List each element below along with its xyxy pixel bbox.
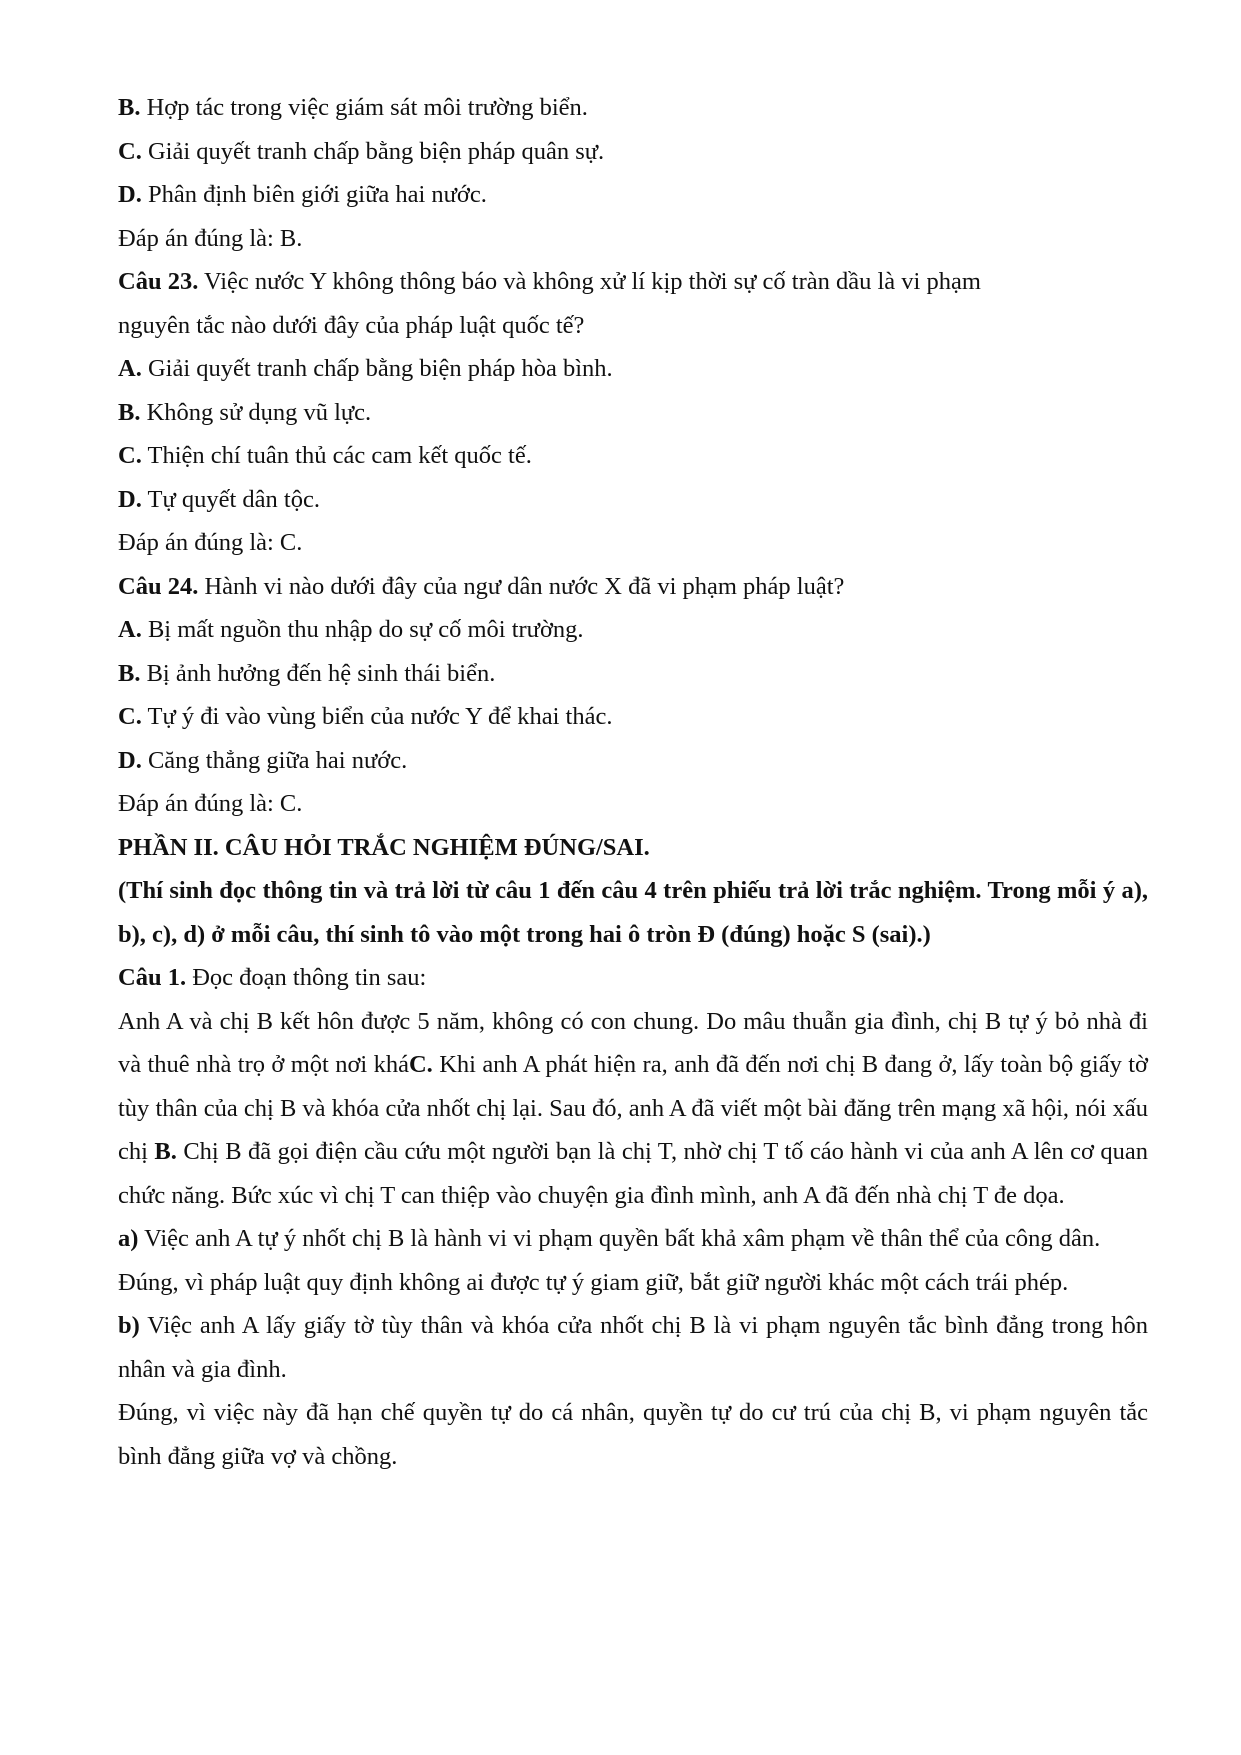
document-page (118, 86, 1148, 1478)
option-label: D. (118, 485, 142, 513)
passage-text: Khi anh A phát hiện ra, anh đã đến nơi chị B đang ở, lấy toàn bộ giấy tờ tùy thân của chị B và khóa cửa nhốt chị lại. Sau đó, anh A đã viết một bài đăng trên mạng xã hội, nói xấu chị (118, 1051, 1148, 1165)
question-label: Câu 23. (118, 268, 199, 295)
option-text: Bị mất nguồn thu nhập do sự cố môi trường. (141, 616, 584, 643)
option-a (118, 608, 1148, 652)
passage-bold: B. (154, 1138, 177, 1165)
question-text: Việc nước Y không thông báo và không xử lí kịp thời sự cố tràn dầu là vi phạm (198, 268, 981, 295)
option-text: Tự ý đi vào vùng biển của nước Y để khai thác. (141, 703, 613, 730)
question-1-stem (118, 956, 1148, 1000)
option-label: D. (118, 181, 142, 208)
option-text: Hợp tác trong việc giám sát môi trường biển. (140, 94, 588, 121)
statement-b (118, 1304, 1148, 1391)
option-b (118, 652, 1148, 696)
option-text: Căng thẳng giữa hai nước. (141, 746, 408, 774)
option-text: Tự quyết dân tộc. (141, 485, 320, 513)
statement-a-explanation: Đúng, vì pháp luật quy định không ai được tự ý giam giữ, bắt giữ người khác một cách trái phép. (118, 1268, 1069, 1296)
option-label: B. (118, 398, 141, 426)
option-text: Bị ảnh hưởng đến hệ sinh thái biển. (140, 659, 496, 687)
option-label: C. (118, 442, 142, 469)
statement-label: b) (118, 1312, 140, 1339)
section-heading: PHẦN II. CÂU HỎI TRẮC NGHIỆM ĐÚNG/SAI. (118, 833, 650, 861)
option-c (118, 130, 1148, 174)
option-label: A. (118, 355, 142, 382)
option-b (118, 86, 1148, 130)
reading-passage (118, 1000, 1148, 1218)
option-label: C. (118, 703, 142, 730)
question-text: Hành vi nào dưới đây của ngư dân nước X đã vi phạm pháp luật? (198, 572, 845, 600)
statement-label: a) (118, 1225, 139, 1252)
option-label: C. (118, 137, 142, 165)
passage-bold: C. (408, 1051, 433, 1078)
answer-line: Đáp án đúng là: B. (118, 224, 303, 252)
option-d (118, 173, 1148, 217)
option-a (118, 347, 1148, 391)
option-text: Giải quyết tranh chấp bằng biện pháp hòa bình. (141, 355, 613, 382)
option-d (118, 478, 1148, 522)
statement-b-explanation: Đúng, vì việc này đã hạn chế quyền tự do cá nhân, quyền tự do cư trú của chị B, vi phạm nguyên tắc bình đẳng giữa vợ và chồng. (118, 1399, 1148, 1470)
option-c (118, 695, 1148, 739)
answer-line: Đáp án đúng là: C. (118, 529, 303, 556)
option-d (118, 739, 1148, 783)
statement-a (118, 1217, 1148, 1261)
statement-text: Việc anh A tự ý nhốt chị B là hành vi vi phạm quyền bất khả xâm phạm về thân thể của công dân. (138, 1225, 1101, 1252)
question-24-stem (118, 565, 1148, 609)
question-23-stem-cont: nguyên tắc nào dưới đây của pháp luật quốc tế? (118, 311, 585, 339)
question-23-stem (118, 260, 1148, 304)
option-label: D. (118, 746, 142, 774)
question-label: Câu 1. (118, 964, 187, 991)
question-label: Câu 24. (118, 572, 199, 600)
option-text: Không sử dụng vũ lực. (140, 398, 372, 426)
passage-text: Anh A và chị B kết hôn được 5 năm, không có con chung. Do mâu thuẫn gia đình, chị B tự ý bỏ nhà đi và thuê nhà trọ ở một nơi khá (118, 1007, 1148, 1078)
answer-line: Đáp án đúng là: C. (118, 790, 303, 817)
option-label: B. (118, 94, 141, 121)
option-label: B. (118, 659, 141, 687)
question-text: Đọc đoạn thông tin sau: (186, 964, 427, 991)
option-c (118, 434, 1148, 478)
section-instructions: (Thí sinh đọc thông tin và trả lời từ câu 1 đến câu 4 trên phiếu trả lời trắc nghiệm. Trong mỗi ý a), b), c), d) ở mỗi câu, thí sinh tô vào một trong hai ô tròn Đ (đúng) hoặc S (sai).) (118, 877, 1148, 948)
option-label: A. (118, 616, 142, 643)
passage-text: Chị B đã gọi điện cầu cứu một người bạn là chị T, nhờ chị T tố cáo hành vi của anh A lên cơ quan chức năng. Bức xúc vì chị T can thiệp vào chuyện gia đình mình, anh A đã đến nhà chị T đe dọa. (118, 1138, 1148, 1209)
option-text: Thiện chí tuân thủ các cam kết quốc tế. (141, 442, 532, 469)
option-text: Phân định biên giới giữa hai nước. (141, 181, 487, 208)
statement-text: Việc anh A lấy giấy tờ tùy thân và khóa cửa nhốt chị B là vi phạm nguyên tắc bình đẳng trong hôn nhân và gia đình. (118, 1312, 1148, 1383)
option-text: Giải quyết tranh chấp bằng biện pháp quân sự. (141, 137, 605, 165)
option-b (118, 391, 1148, 435)
